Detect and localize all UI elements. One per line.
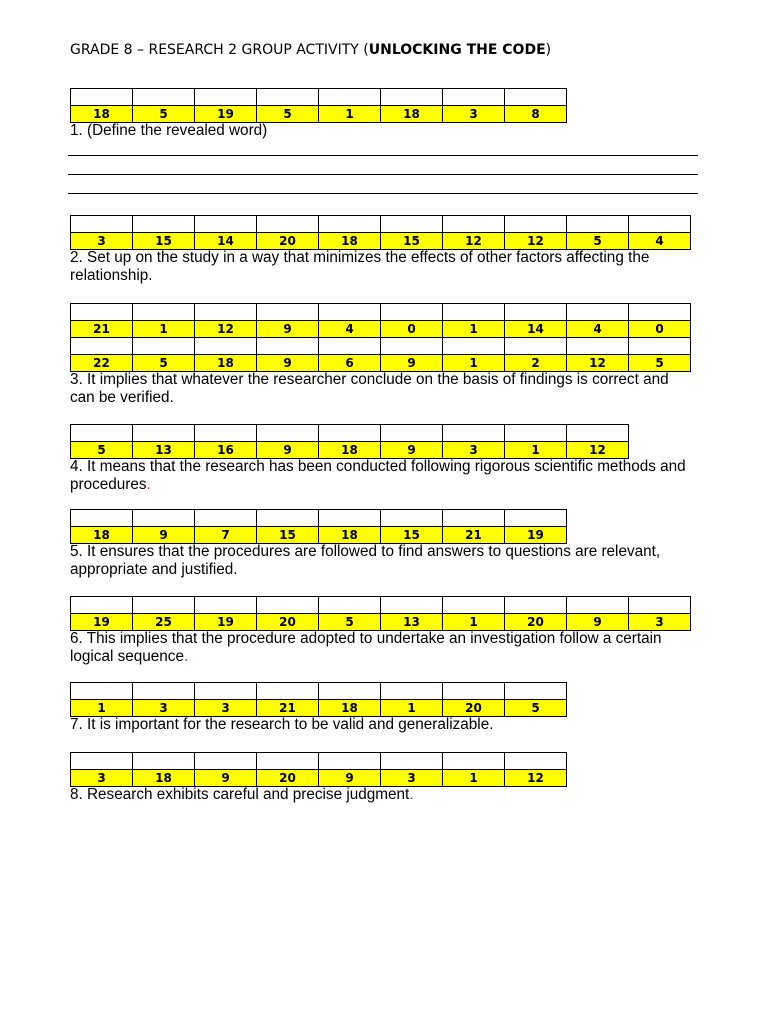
letter-cell bbox=[381, 89, 443, 106]
letter-cell bbox=[505, 425, 567, 442]
clue-line-text: can be verified. bbox=[70, 389, 174, 406]
code-puzzle-item bbox=[70, 752, 567, 804]
code-number: 13 bbox=[381, 614, 443, 631]
letter-cell bbox=[443, 510, 505, 527]
letter-cell bbox=[319, 683, 381, 700]
code-number: 20 bbox=[257, 770, 319, 787]
code-puzzle-item bbox=[70, 424, 686, 494]
code-number: 0 bbox=[629, 321, 691, 338]
clue-text bbox=[70, 249, 691, 285]
letter-cell bbox=[195, 425, 257, 442]
letter-cell bbox=[257, 510, 319, 527]
code-number: 15 bbox=[133, 233, 195, 250]
code-number: 5 bbox=[71, 442, 133, 459]
letter-cell bbox=[195, 89, 257, 106]
letter-cell bbox=[71, 425, 133, 442]
clue-line-text: relationship. bbox=[70, 267, 153, 284]
code-number: 5 bbox=[133, 106, 195, 123]
code-number: 3 bbox=[133, 700, 195, 717]
letter-cell bbox=[319, 753, 381, 770]
code-number: 15 bbox=[257, 527, 319, 544]
letter-row bbox=[71, 510, 567, 527]
letter-cell bbox=[319, 304, 381, 321]
code-number: 1 bbox=[443, 321, 505, 338]
code-number: 12 bbox=[443, 233, 505, 250]
letter-cell bbox=[567, 216, 629, 233]
letter-cell bbox=[133, 510, 195, 527]
letter-cell bbox=[71, 510, 133, 527]
code-number: 9 bbox=[567, 614, 629, 631]
letter-row bbox=[71, 338, 691, 355]
code-number: 20 bbox=[505, 614, 567, 631]
code-number: 18 bbox=[319, 442, 381, 459]
letter-cell bbox=[71, 304, 133, 321]
clue-line bbox=[70, 543, 660, 561]
letter-row bbox=[71, 597, 691, 614]
letter-cell bbox=[443, 597, 505, 614]
code-number: 1 bbox=[319, 106, 381, 123]
letter-cell bbox=[381, 216, 443, 233]
letter-cell bbox=[505, 597, 567, 614]
clue-line bbox=[70, 648, 691, 666]
clue-text bbox=[70, 458, 686, 494]
code-number: 15 bbox=[381, 527, 443, 544]
end-mark: . bbox=[409, 786, 414, 803]
code-number: 18 bbox=[319, 233, 381, 250]
code-number: 22 bbox=[71, 355, 133, 372]
code-puzzle-item bbox=[70, 682, 567, 734]
code-number: 19 bbox=[195, 106, 257, 123]
letter-cell bbox=[133, 338, 195, 355]
letter-cell bbox=[319, 425, 381, 442]
code-number: 20 bbox=[257, 233, 319, 250]
clue-line-text: appropriate and justified. bbox=[70, 561, 238, 578]
code-number: 4 bbox=[629, 233, 691, 250]
code-number: 15 bbox=[381, 233, 443, 250]
code-number: 16 bbox=[195, 442, 257, 459]
code-grid bbox=[70, 303, 691, 372]
code-grid bbox=[70, 424, 629, 459]
code-number: 18 bbox=[71, 106, 133, 123]
clue-line-text: logical sequence bbox=[70, 648, 184, 665]
code-number: 18 bbox=[319, 700, 381, 717]
code-number: 5 bbox=[319, 614, 381, 631]
code-puzzle-item bbox=[70, 596, 691, 666]
code-puzzle-item bbox=[70, 88, 567, 140]
letter-cell bbox=[195, 753, 257, 770]
code-number: 5 bbox=[257, 106, 319, 123]
code-number: 3 bbox=[71, 233, 133, 250]
clue-text bbox=[70, 630, 691, 666]
end-mark: . bbox=[183, 648, 189, 665]
letter-cell bbox=[257, 597, 319, 614]
code-number: 3 bbox=[443, 442, 505, 459]
code-number: 9 bbox=[257, 442, 319, 459]
code-number: 14 bbox=[195, 233, 257, 250]
letter-cell bbox=[381, 683, 443, 700]
letter-cell bbox=[319, 216, 381, 233]
code-number: 14 bbox=[505, 321, 567, 338]
letter-cell bbox=[629, 597, 691, 614]
clue-line bbox=[70, 267, 691, 285]
code-puzzle-item bbox=[70, 303, 691, 407]
code-number: 3 bbox=[443, 106, 505, 123]
clue-line-text: 7. It is important for the research to be valid and generalizable. bbox=[70, 716, 494, 733]
letter-cell bbox=[381, 304, 443, 321]
code-number: 13 bbox=[133, 442, 195, 459]
code-number: 18 bbox=[319, 527, 381, 544]
code-row bbox=[71, 106, 567, 123]
code-number: 12 bbox=[505, 770, 567, 787]
letter-cell bbox=[381, 510, 443, 527]
letter-cell bbox=[505, 510, 567, 527]
code-number: 21 bbox=[443, 527, 505, 544]
letter-cell bbox=[257, 338, 319, 355]
code-number: 6 bbox=[319, 355, 381, 372]
clue-line bbox=[70, 389, 691, 407]
clue-line-text: 8. Research exhibits careful and precise judgment bbox=[70, 786, 410, 803]
clue-text bbox=[70, 371, 691, 407]
code-number: 0 bbox=[381, 321, 443, 338]
code-number: 12 bbox=[567, 355, 629, 372]
letter-cell bbox=[257, 683, 319, 700]
letter-cell bbox=[319, 338, 381, 355]
letter-cell bbox=[133, 304, 195, 321]
letter-cell bbox=[133, 753, 195, 770]
clue-line bbox=[70, 476, 686, 494]
letter-cell bbox=[629, 338, 691, 355]
letter-row bbox=[71, 216, 691, 233]
clue-line bbox=[70, 249, 691, 267]
answer-line bbox=[68, 160, 698, 175]
letter-cell bbox=[567, 304, 629, 321]
letter-row bbox=[71, 89, 567, 106]
letter-cell bbox=[71, 89, 133, 106]
letter-cell bbox=[381, 597, 443, 614]
letter-cell bbox=[505, 338, 567, 355]
clue-text bbox=[70, 716, 567, 734]
code-number: 1 bbox=[443, 770, 505, 787]
code-number: 3 bbox=[71, 770, 133, 787]
clue-line-text: 2. Set up on the study in a way that minimizes the effects of other factors affecting the bbox=[70, 249, 650, 266]
code-number: 1 bbox=[505, 442, 567, 459]
letter-cell bbox=[257, 425, 319, 442]
letter-cell bbox=[133, 89, 195, 106]
letter-cell bbox=[443, 425, 505, 442]
clue-line-text: 5. It ensures that the procedures are followed to find answers to questions are relevant, bbox=[70, 543, 661, 560]
code-number: 9 bbox=[319, 770, 381, 787]
code-number: 3 bbox=[629, 614, 691, 631]
code-number: 9 bbox=[257, 321, 319, 338]
code-number: 20 bbox=[257, 614, 319, 631]
letter-cell bbox=[195, 216, 257, 233]
letter-cell bbox=[381, 753, 443, 770]
clue-line-text: 6. This implies that the procedure adopted to undertake an investigation follow a certain bbox=[70, 630, 662, 647]
letter-cell bbox=[195, 683, 257, 700]
code-number: 5 bbox=[567, 233, 629, 250]
letter-cell bbox=[195, 304, 257, 321]
code-number: 1 bbox=[133, 321, 195, 338]
answer-lines bbox=[68, 141, 698, 198]
letter-row bbox=[71, 304, 691, 321]
code-number: 8 bbox=[505, 106, 567, 123]
letter-cell bbox=[505, 753, 567, 770]
code-number: 3 bbox=[195, 700, 257, 717]
code-number: 7 bbox=[195, 527, 257, 544]
code-number: 1 bbox=[381, 700, 443, 717]
code-number: 18 bbox=[195, 355, 257, 372]
letter-row bbox=[71, 753, 567, 770]
code-number: 9 bbox=[257, 355, 319, 372]
letter-cell bbox=[195, 338, 257, 355]
clue-line-text: 1. (Define the revealed word) bbox=[70, 122, 268, 139]
code-number: 3 bbox=[381, 770, 443, 787]
letter-cell bbox=[505, 304, 567, 321]
letter-cell bbox=[505, 216, 567, 233]
clue-line bbox=[70, 122, 567, 140]
title-prefix: GRADE 8 – RESEARCH 2 GROUP ACTIVITY ( bbox=[70, 42, 369, 58]
clue-text bbox=[70, 543, 660, 579]
letter-cell bbox=[629, 216, 691, 233]
code-number: 21 bbox=[257, 700, 319, 717]
clue-line bbox=[70, 561, 660, 579]
code-number: 5 bbox=[133, 355, 195, 372]
letter-cell bbox=[319, 597, 381, 614]
code-number: 5 bbox=[629, 355, 691, 372]
letter-cell bbox=[567, 338, 629, 355]
letter-cell bbox=[133, 425, 195, 442]
letter-cell bbox=[567, 597, 629, 614]
code-grid bbox=[70, 752, 567, 787]
code-grid bbox=[70, 509, 567, 544]
code-number: 5 bbox=[505, 700, 567, 717]
code-number: 19 bbox=[505, 527, 567, 544]
code-number: 9 bbox=[195, 770, 257, 787]
code-number: 19 bbox=[195, 614, 257, 631]
code-number: 12 bbox=[505, 233, 567, 250]
clue-line bbox=[70, 371, 691, 389]
letter-cell bbox=[71, 683, 133, 700]
code-number: 18 bbox=[71, 527, 133, 544]
code-number: 2 bbox=[505, 355, 567, 372]
code-number: 25 bbox=[133, 614, 195, 631]
code-row bbox=[71, 355, 691, 372]
letter-cell bbox=[71, 597, 133, 614]
letter-cell bbox=[381, 425, 443, 442]
code-number: 9 bbox=[381, 442, 443, 459]
letter-cell bbox=[443, 753, 505, 770]
letter-cell bbox=[567, 425, 629, 442]
code-grid bbox=[70, 215, 691, 250]
letter-cell bbox=[71, 338, 133, 355]
answer-line bbox=[68, 179, 698, 194]
letter-cell bbox=[629, 304, 691, 321]
clue-line bbox=[70, 786, 567, 804]
code-row bbox=[71, 233, 691, 250]
letter-cell bbox=[257, 753, 319, 770]
answer-line bbox=[68, 141, 698, 156]
letter-cell bbox=[319, 510, 381, 527]
code-row bbox=[71, 614, 691, 631]
code-puzzle-item bbox=[70, 509, 660, 579]
clue-line bbox=[70, 716, 567, 734]
letter-cell bbox=[195, 510, 257, 527]
letter-cell bbox=[443, 216, 505, 233]
clue-line-text: 3. It implies that whatever the researcher conclude on the basis of findings is correct and bbox=[70, 371, 669, 388]
letter-cell bbox=[443, 338, 505, 355]
title-emphasis: UNLOCKING THE CODE bbox=[368, 42, 546, 58]
code-grid bbox=[70, 88, 567, 123]
clue-line-text: 4. It means that the research has been conducted following rigorous scientific methods and bbox=[70, 458, 686, 475]
clue-text bbox=[70, 122, 567, 140]
code-number: 19 bbox=[71, 614, 133, 631]
code-number: 4 bbox=[319, 321, 381, 338]
code-number: 18 bbox=[133, 770, 195, 787]
letter-row bbox=[71, 683, 567, 700]
code-row bbox=[71, 700, 567, 717]
code-number: 20 bbox=[443, 700, 505, 717]
letter-cell bbox=[381, 338, 443, 355]
code-row bbox=[71, 442, 629, 459]
code-row bbox=[71, 770, 567, 787]
code-number: 9 bbox=[381, 355, 443, 372]
letter-row bbox=[71, 425, 629, 442]
letter-cell bbox=[133, 597, 195, 614]
letter-cell bbox=[71, 216, 133, 233]
letter-cell bbox=[71, 753, 133, 770]
letter-cell bbox=[319, 89, 381, 106]
code-number: 4 bbox=[567, 321, 629, 338]
code-puzzle-item bbox=[70, 215, 691, 285]
code-row bbox=[71, 527, 567, 544]
code-row bbox=[71, 321, 691, 338]
clue-line bbox=[70, 458, 686, 476]
end-mark: . bbox=[146, 476, 151, 493]
letter-cell bbox=[443, 89, 505, 106]
clue-line bbox=[70, 630, 691, 648]
code-number: 21 bbox=[71, 321, 133, 338]
letter-cell bbox=[443, 304, 505, 321]
letter-cell bbox=[257, 304, 319, 321]
code-number: 12 bbox=[567, 442, 629, 459]
clue-line-text: procedures bbox=[70, 476, 147, 493]
code-number: 12 bbox=[195, 321, 257, 338]
letter-cell bbox=[443, 683, 505, 700]
code-grid bbox=[70, 682, 567, 717]
letter-cell bbox=[257, 89, 319, 106]
code-number: 18 bbox=[381, 106, 443, 123]
code-grid bbox=[70, 596, 691, 631]
letter-cell bbox=[505, 683, 567, 700]
clue-text bbox=[70, 786, 567, 804]
title-suffix: ) bbox=[545, 42, 552, 58]
code-number: 1 bbox=[443, 614, 505, 631]
code-number: 1 bbox=[443, 355, 505, 372]
letter-cell bbox=[133, 216, 195, 233]
letter-cell bbox=[257, 216, 319, 233]
code-number: 9 bbox=[133, 527, 195, 544]
letter-cell bbox=[133, 683, 195, 700]
worksheet-title bbox=[70, 42, 551, 59]
code-number: 1 bbox=[71, 700, 133, 717]
letter-cell bbox=[195, 597, 257, 614]
letter-cell bbox=[505, 89, 567, 106]
